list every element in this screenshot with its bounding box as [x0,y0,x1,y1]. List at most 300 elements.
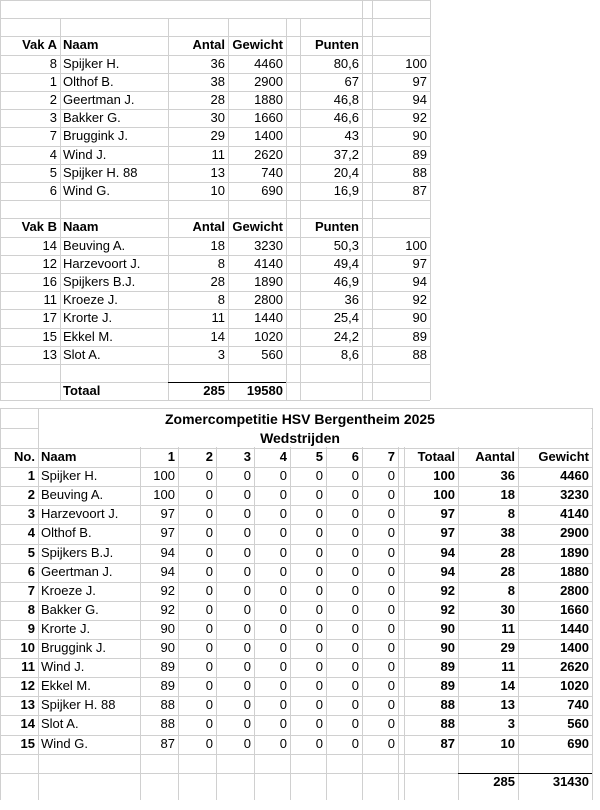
table-cell: 87 [160,735,175,751]
table-cell: 0 [387,601,395,617]
table-cell: 88 [160,716,175,732]
table-cell: 88 [160,697,175,713]
table-cell: 92 [412,110,427,126]
grid-line [0,18,430,19]
table-cell: Ekkel M. [41,678,91,694]
total-aantal: 285 [203,383,225,399]
column-header: 4 [279,449,287,464]
table-cell: 0 [205,506,213,522]
table-cell: 1890 [560,544,589,560]
table-cell: 89 [412,328,427,344]
grid-line [0,400,430,401]
table-cell: 92 [440,582,455,598]
table-cell: 0 [205,468,213,484]
table-cell: 1880 [254,92,283,107]
table-cell: 0 [315,506,323,522]
table-cell: Spijker H. [63,55,120,71]
table-cell: 0 [351,468,359,484]
table-cell: 8 [49,55,57,71]
column-header: 6 [351,449,359,464]
column-header: 3 [243,449,251,464]
table-cell: 0 [243,601,251,617]
table-cell: Bakker G. [63,110,121,126]
table-cell: 0 [205,601,213,617]
table-cell: 690 [567,735,589,751]
table-cell: 25,4 [333,310,359,326]
column-header: Aantal [475,449,515,464]
table-cell: 13 [42,346,57,362]
table-cell: Kroeze J. [63,292,118,308]
table-cell: 16 [42,274,57,289]
table-cell: Beuving A. [41,487,104,503]
table-cell: Kroeze J. [41,582,96,598]
table-cell: Bruggink J. [63,128,129,144]
table-cell: 28 [500,544,515,560]
grid-line [592,408,593,800]
table-cell: 92 [160,582,175,598]
table-cell: 87 [440,735,455,751]
table-cell: Spijkers B.J. [63,274,136,289]
table-cell: 10 [500,735,515,751]
table-cell: 5 [27,544,35,560]
table-cell: 0 [243,659,251,675]
table-cell: Krorte J. [63,310,113,326]
table-cell: 0 [279,563,287,579]
column-header: Naam [41,449,77,464]
table-cell: 2 [27,487,35,503]
table-cell: 28 [210,274,225,289]
table-cell: 90 [160,620,175,636]
table-cell: 0 [315,735,323,751]
summer-competition-subtitle: Wedstrijden [260,430,340,446]
grid-line [0,754,592,755]
table-cell: 11 [501,620,515,636]
table-cell: 1400 [560,640,589,655]
table-cell: 6 [27,563,35,579]
table-cell: 0 [387,582,395,598]
table-cell: 17 [42,310,57,326]
column-header: Naam [63,219,99,235]
table-cell: 4 [27,525,35,541]
total-gewicht: 31430 [552,773,589,789]
table-cell: Wind J. [41,659,85,675]
table-cell: 0 [351,659,359,675]
table-cell: 0 [243,525,251,541]
table-cell: 0 [205,678,213,694]
table-cell: 94 [412,274,427,289]
table-cell: 0 [387,640,395,655]
table-cell: 8 [217,255,225,271]
table-cell: 5 [49,164,57,180]
table-cell: 1 [49,73,57,89]
table-cell: 0 [387,697,395,713]
table-cell: 7 [27,582,35,598]
table-cell: 0 [315,640,323,655]
table-cell: 1440 [560,620,589,636]
table-cell: 6 [49,183,57,198]
summer-competition-sheet [0,408,600,810]
table-cell: 10 [20,640,35,655]
table-cell: 11 [211,146,225,162]
table-cell: 0 [315,678,323,694]
table-cell: 8 [507,582,515,598]
table-cell: 29 [500,640,515,655]
table-cell: 97 [412,255,427,271]
table-cell: 560 [567,716,589,732]
table-cell: 0 [351,544,359,560]
table-cell: 89 [160,678,175,694]
table-cell: 8 [507,506,515,522]
total-label: Totaal [63,383,101,399]
table-cell: 10 [210,183,225,198]
table-cell: 0 [279,620,287,636]
summer-competition-grid [0,408,600,810]
table-cell: 16,9 [333,183,359,198]
table-cell: Olthof B. [63,73,114,89]
column-header: No. [14,449,35,464]
table-cell: 0 [315,487,323,503]
column-header: Naam [63,37,99,53]
table-cell: 97 [440,525,455,541]
table-cell: 8,6 [340,346,359,362]
table-cell: Krorte J. [41,620,91,636]
table-cell: 0 [351,640,359,655]
table-cell: 0 [205,735,213,751]
table-cell: 97 [412,73,427,89]
grid-line [430,0,431,400]
table-cell: 13 [210,164,225,180]
table-cell: 0 [279,716,287,732]
table-cell: 0 [243,735,251,751]
table-cell: Geertman J. [41,563,113,579]
table-cell: 4 [49,146,57,162]
column-header: 1 [167,449,175,464]
table-cell: 12 [20,678,35,694]
table-cell: Ekkel M. [63,328,113,344]
table-cell: 67 [344,73,359,89]
table-cell: 89 [160,659,175,675]
table-cell: 0 [387,506,395,522]
table-cell: 100 [433,468,455,484]
column-header: Punten [314,219,359,235]
table-cell: 0 [279,678,287,694]
table-cell: 0 [243,716,251,732]
table-cell: 2620 [254,146,283,162]
match-result-grid [0,0,430,400]
table-cell: 0 [351,697,359,713]
table-cell: 0 [205,544,213,560]
column-header: Antal [192,37,225,53]
table-cell: Spijker H. [41,468,98,484]
total-gewicht: 19580 [246,383,283,399]
table-cell: 0 [279,468,287,484]
table-cell: 2900 [254,73,283,89]
table-cell: 14 [500,678,515,694]
table-cell: 4460 [560,468,589,484]
table-cell: 0 [315,525,323,541]
table-cell: 88 [440,697,455,713]
column-header: Gewicht [232,37,283,53]
grid-line [0,364,430,365]
table-cell: 88 [412,346,427,362]
table-cell: 30 [210,110,225,126]
table-cell: 2800 [254,292,283,308]
table-cell: 0 [243,506,251,522]
table-cell: 2620 [560,659,589,675]
table-cell: 0 [351,563,359,579]
table-cell: 3 [507,716,515,732]
table-cell: 4140 [254,255,283,271]
table-cell: 13 [20,697,35,713]
table-cell: 0 [205,582,213,598]
table-cell: 0 [387,735,395,751]
column-header: Antal [192,219,225,235]
table-cell: 94 [160,544,175,560]
total-aantal: 285 [493,773,515,789]
table-cell: 0 [243,544,251,560]
table-cell: 0 [351,716,359,732]
table-cell: Bruggink J. [41,640,107,655]
table-cell: 0 [205,640,213,655]
table-cell: 1660 [254,110,283,126]
table-cell: 15 [42,328,57,344]
table-cell: 38 [500,525,515,541]
table-cell: 0 [387,678,395,694]
table-cell: 100 [405,55,427,71]
table-cell: 0 [205,563,213,579]
summer-competition-title: Zomercompetitie HSV Bergentheim 2025 [165,411,435,427]
table-cell: 0 [279,659,287,675]
table-cell: 4140 [560,506,589,522]
table-cell: 12 [42,255,57,271]
grid-line [0,428,38,429]
table-cell: 1890 [254,274,283,289]
table-cell: 100 [153,487,175,503]
table-cell: 0 [243,563,251,579]
table-cell: 92 [440,601,455,617]
table-cell: 80,6 [333,55,359,71]
table-cell: 43 [344,128,359,144]
table-cell: 0 [387,620,395,636]
table-cell: 8 [27,601,35,617]
table-cell: 0 [279,544,287,560]
table-cell: 0 [351,601,359,617]
table-cell: 0 [351,620,359,636]
table-cell: 0 [351,678,359,694]
table-cell: 97 [160,506,175,522]
table-cell: 0 [351,735,359,751]
table-cell: 0 [243,697,251,713]
table-cell: 50,3 [333,237,359,253]
table-cell: 90 [440,620,455,636]
table-cell: 0 [351,525,359,541]
table-cell: 0 [243,468,251,484]
table-cell: 97 [440,506,455,522]
table-cell: 0 [279,601,287,617]
table-cell: 0 [205,659,213,675]
table-cell: 0 [387,525,395,541]
table-cell: 24,2 [333,328,359,344]
table-cell: 30 [500,601,515,617]
table-cell: 0 [279,640,287,655]
match-result-sheet [0,0,430,400]
table-cell: 1020 [254,328,283,344]
table-cell: Slot A. [63,346,101,362]
table-cell: 11 [211,310,225,326]
table-cell: 3 [27,506,35,522]
table-cell: 1440 [254,310,283,326]
table-cell: 0 [243,582,251,598]
table-cell: 49,4 [333,255,359,271]
table-cell: 38 [210,73,225,89]
table-cell: 2800 [560,582,589,598]
table-cell: 89 [412,146,427,162]
table-cell: 0 [315,697,323,713]
table-cell: 37,2 [333,146,359,162]
table-cell: 0 [205,716,213,732]
table-cell: 0 [315,716,323,732]
total-border [168,382,286,383]
grid-line [0,200,430,201]
table-cell: 92 [160,601,175,617]
table-cell: 36 [210,55,225,71]
table-cell: 7 [49,128,57,144]
table-cell: 14 [210,328,225,344]
table-cell: 0 [279,525,287,541]
table-cell: 15 [20,735,35,751]
table-cell: 1880 [560,563,589,579]
table-cell: 88 [412,164,427,180]
table-cell: Spijkers B.J. [41,544,114,560]
table-cell: 18 [210,237,225,253]
table-cell: 4460 [254,55,283,71]
table-cell: 14 [42,237,57,253]
table-cell: 94 [160,563,175,579]
table-cell: Spijker H. 88 [41,697,116,713]
table-cell: Olthof B. [41,525,92,541]
table-cell: Harzevoort J. [63,255,141,271]
table-cell: 100 [405,237,427,253]
table-cell: 690 [261,183,283,198]
table-cell: 0 [279,582,287,598]
table-cell: 90 [412,128,427,144]
table-cell: 0 [387,468,395,484]
table-cell: 9 [27,620,35,636]
table-cell: 94 [440,544,455,560]
table-cell: 0 [279,506,287,522]
table-cell: 0 [315,620,323,636]
table-cell: 0 [279,697,287,713]
table-cell: 3230 [560,487,589,503]
table-cell: 46,8 [333,92,359,107]
table-cell: 87 [412,183,427,198]
table-cell: Slot A. [41,716,79,732]
table-cell: 46,6 [333,110,359,126]
table-cell: 0 [351,582,359,598]
column-header: Vak A [22,37,57,53]
table-cell: 1020 [560,678,589,694]
table-cell: 46,9 [333,274,359,289]
table-cell: 97 [160,525,175,541]
table-cell: Wind G. [63,183,110,198]
table-cell: 0 [205,620,213,636]
table-cell: 0 [205,697,213,713]
title-background [1,1,361,18]
total-border [458,773,592,774]
table-cell: 3230 [254,237,283,253]
table-cell: 88 [440,716,455,732]
table-cell: 0 [315,544,323,560]
table-cell: 0 [243,678,251,694]
table-cell: 36 [500,468,515,484]
column-header: 7 [387,449,395,464]
table-cell: 1 [27,468,35,484]
table-cell: 0 [315,601,323,617]
table-cell: 0 [243,487,251,503]
table-cell: 0 [279,735,287,751]
column-header: Gewicht [538,449,589,464]
table-cell: 94 [440,563,455,579]
table-cell: Harzevoort J. [41,506,119,522]
table-cell: 13 [500,697,515,713]
table-cell: 0 [279,487,287,503]
table-cell: 740 [261,164,283,180]
table-cell: 560 [261,346,283,362]
table-cell: 0 [351,487,359,503]
table-cell: 11 [21,659,35,675]
table-cell: 28 [210,92,225,107]
table-cell: 0 [315,468,323,484]
table-cell: Beuving A. [63,237,126,253]
table-cell: 0 [351,506,359,522]
table-cell: 100 [153,468,175,484]
table-cell: 3 [217,346,225,362]
table-cell: 29 [210,128,225,144]
column-header: 5 [315,449,323,464]
table-cell: 0 [387,716,395,732]
table-cell: 14 [20,716,35,732]
table-cell: 0 [205,487,213,503]
table-cell: 11 [501,659,515,675]
table-cell: 0 [315,659,323,675]
table-cell: 90 [160,640,175,655]
table-cell: 92 [412,292,427,308]
table-cell: 11 [43,292,57,308]
table-cell: 89 [440,678,455,694]
table-cell: 94 [412,92,427,107]
table-cell: 740 [567,697,589,713]
table-cell: 0 [205,525,213,541]
table-cell: 0 [387,563,395,579]
table-cell: 2900 [560,525,589,541]
table-cell: 89 [440,659,455,675]
column-header: Punten [314,37,359,53]
table-cell: 0 [315,582,323,598]
table-cell: 0 [243,620,251,636]
table-cell: Spijker H. 88 [63,164,138,180]
column-header: 2 [205,449,213,464]
table-cell: 8 [217,292,225,308]
table-cell: Geertman J. [63,92,135,107]
column-header: Gewicht [232,219,283,235]
table-cell: 0 [387,487,395,503]
table-cell: 20,4 [333,164,359,180]
table-cell: 90 [440,640,455,655]
table-cell: 36 [344,292,359,308]
table-cell: 0 [387,659,395,675]
table-cell: 1660 [560,601,589,617]
table-cell: 0 [387,544,395,560]
